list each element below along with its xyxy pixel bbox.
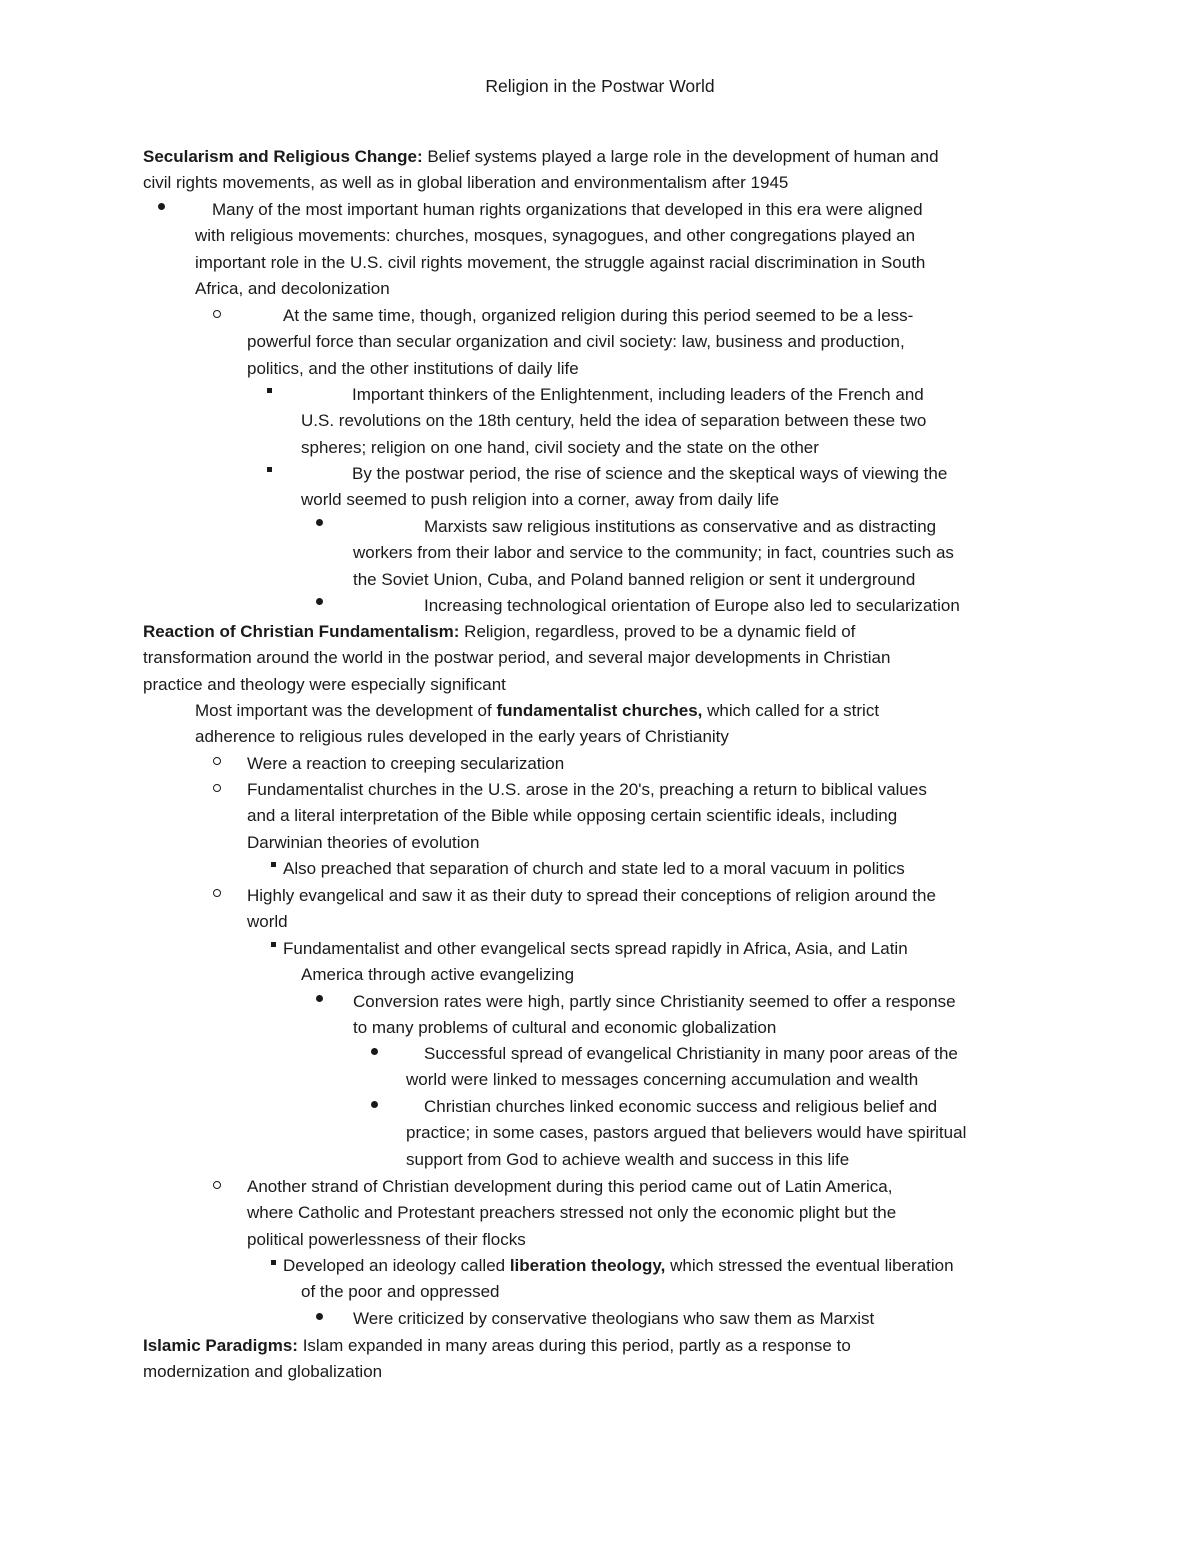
bullet-circle-icon [213, 889, 221, 897]
list-item: At the same time, though, organized religion during this period seemed to be a less- powerful force than secular organization and civil society: law, business and production, politics, and the other institutions of daily life [247, 306, 914, 378]
bullet-square-icon [271, 1260, 276, 1265]
list-item: Were criticized by conservative theologians who saw them as Marxist [353, 1309, 875, 1328]
list-item: Important thinkers of the Enlightenment, including leaders of the French and U.S. revolutions on the 18th century, held the idea of separation between these two spheres; religion on one hand, civil society and the state on the other [301, 385, 927, 457]
list-item: Highly evangelical and saw it as their duty to spread their conceptions of religion around the world [247, 886, 936, 932]
list-item: Also preached that separation of church and state led to a moral vacuum in politics [283, 859, 905, 878]
list-item: Fundamentalist and other evangelical sects spread rapidly in Africa, Asia, and Latin America through active evangelizing [283, 939, 908, 985]
bullet-square-icon [271, 862, 276, 867]
list-item: Developed an ideology called liberation theology, which stressed the eventual liberation of the poor and oppressed [283, 1256, 954, 1302]
section-heading-secularism: Secularism and Religious Change: [143, 147, 423, 166]
list-item: Most important was the development of fundamentalist churches, which called for a strict adherence to religious rules developed in the early years of Christianity [195, 701, 880, 747]
bullet-circle-icon [213, 310, 221, 318]
bullet-disc-icon [316, 598, 323, 605]
list-item: By the postwar period, the rise of science and the skeptical ways of viewing the world seemed to push religion into a corner, away from daily life [301, 464, 948, 510]
section-heading-fundamentalism: Reaction of Christian Fundamentalism: [143, 622, 460, 641]
bullet-circle-icon [213, 1181, 221, 1189]
list-item: Successful spread of evangelical Christianity in many poor areas of the world were linked to messages concerning accumulation and wealth [406, 1044, 958, 1090]
list-item: Increasing technological orientation of Europe also led to secularization [424, 596, 960, 615]
document-title: Religion in the Postwar World [485, 76, 715, 96]
list-item: Conversion rates were high, partly since Christianity seemed to offer a response to many problems of cultural and economic globalization [353, 992, 956, 1038]
bullet-circle-icon [213, 784, 221, 792]
bullet-square-icon [267, 467, 272, 472]
section-fundamentalism-intro: Reaction of Christian Fundamentalism: Religion, regardless, proved to be a dynamic field of transformation around the world in the postwar period, and several major developments in Christian practice and theology were especially significant [143, 622, 891, 694]
list-item: Another strand of Christian development during this period came out of Latin America, where Catholic and Protestant preachers stressed not only the economic plight but the political powerlessness of their flocks [247, 1177, 897, 1249]
bullet-disc-icon [371, 1101, 378, 1108]
bullet-disc-icon [316, 1313, 323, 1320]
bullet-circle-icon [213, 757, 221, 765]
list-item: Fundamentalist churches in the U.S. arose in the 20's, preaching a return to biblical values and a literal interpretation of the Bible while opposing certain scientific ideals, including Darwinian theories of evolution [247, 780, 927, 852]
list-item: Many of the most important human rights organizations that developed in this era were aligned with religious movements: churches, mosques, synagogues, and other congregations played an important role in the U.S. civil rights movement, the struggle against racial discrimination in South Africa, and decolonization [195, 200, 926, 299]
list-item: Marxists saw religious institutions as conservative and as distracting workers from their labor and service to the community; in fact, countries such as the Soviet Union, Cuba, and Poland banned religion or sent it underground [353, 517, 954, 589]
section-secularism-intro: Secularism and Religious Change: Belief systems played a large role in the development of human and civil rights movements, as well as in global liberation and environmentalism after 1945 [143, 147, 939, 193]
bullet-square-icon [267, 388, 272, 393]
bullet-disc-icon [316, 995, 323, 1002]
bullet-disc-icon [158, 203, 165, 210]
bullet-disc-icon [371, 1048, 378, 1055]
bullet-disc-icon [316, 519, 323, 526]
bullet-square-icon [271, 942, 276, 947]
list-item: Christian churches linked economic success and religious belief and practice; in some cases, pastors argued that believers would have spiritual support from God to achieve wealth and success in this life [406, 1097, 967, 1169]
section-islamic-intro: Islamic Paradigms: Islam expanded in many areas during this period, partly as a response to modernization and globalization [143, 1336, 851, 1382]
section-heading-islamic: Islamic Paradigms: [143, 1336, 298, 1355]
list-item: Were a reaction to creeping secularization [247, 754, 565, 773]
